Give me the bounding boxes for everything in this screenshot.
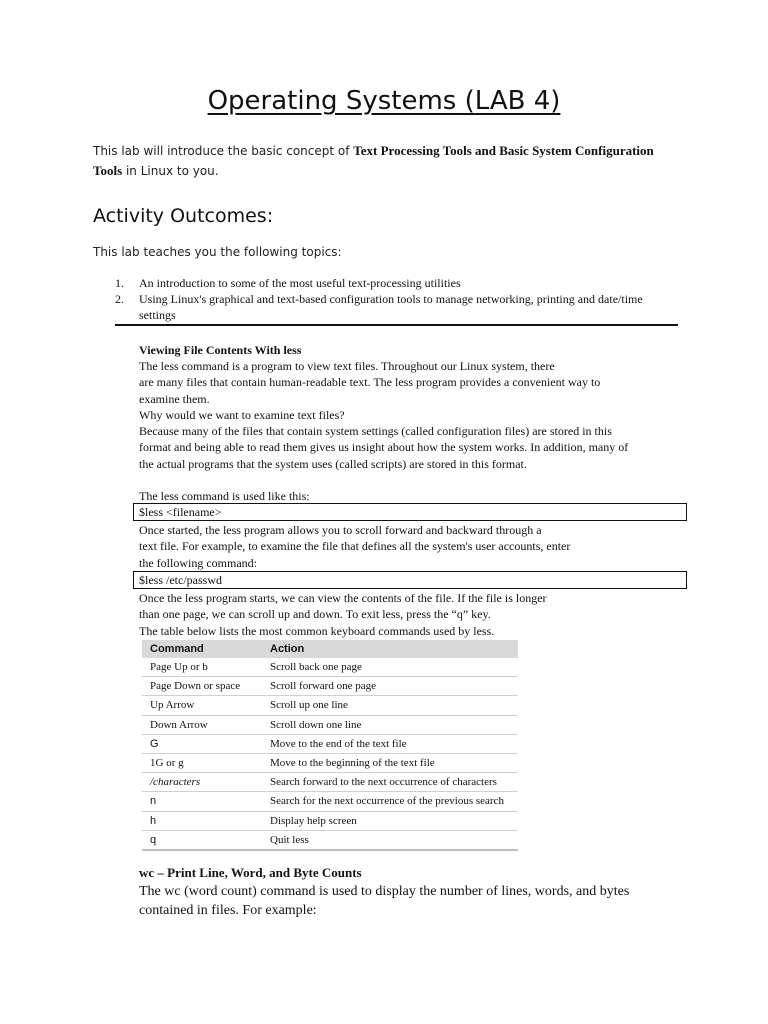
intro-tail: in Linux to you. bbox=[122, 164, 219, 178]
list-text: An introduction to some of the most useful text-processing utilities bbox=[139, 276, 461, 290]
action-cell: Scroll forward one page bbox=[262, 677, 518, 696]
text-line: are many files that contain human-readable text. The less program provides a convenient way to bbox=[139, 375, 601, 390]
column-header-command: Command bbox=[142, 640, 262, 658]
text-line: the following command: bbox=[139, 555, 257, 570]
text-line: The less command is a program to view text files. Throughout our Linux system, there bbox=[139, 359, 555, 373]
less-commands-table bbox=[142, 640, 518, 851]
action-cell: Scroll up one line bbox=[262, 696, 518, 715]
table-row bbox=[142, 715, 518, 734]
command-cell: /characters bbox=[142, 773, 262, 792]
outcomes-lead: This lab teaches you the following topics: bbox=[93, 245, 342, 259]
wc-paragraph bbox=[139, 882, 679, 920]
list-item bbox=[93, 291, 653, 323]
less-after-paragraph bbox=[139, 590, 699, 639]
text-line: Why would we want to examine text files? bbox=[139, 407, 345, 422]
table-row bbox=[142, 792, 518, 811]
command-cell: 1G or g bbox=[142, 753, 262, 772]
text-line: examine them. bbox=[139, 391, 210, 406]
text-line: the actual programs that the system uses (called scripts) are stored in this format. bbox=[139, 456, 527, 471]
table-row bbox=[142, 830, 518, 850]
command-cell: Up Arrow bbox=[142, 696, 262, 715]
less-example-paragraph bbox=[139, 522, 699, 571]
list-item bbox=[93, 275, 653, 291]
table-row bbox=[142, 696, 518, 715]
intro-bold-topic: Text Processing Tools and Basic System Configuration Tools bbox=[93, 143, 654, 178]
less-intro-paragraph bbox=[139, 358, 699, 472]
table-row bbox=[142, 734, 518, 753]
command-cell: Page Down or space bbox=[142, 677, 262, 696]
text-line: format and being able to read them gives us insight about how the system works. In addition, many of bbox=[139, 440, 629, 455]
action-cell: Search for the next occurrence of the previous search bbox=[262, 792, 518, 811]
command-box-less-filename: $less <filename> bbox=[133, 503, 687, 521]
command-cell: Page Up or b bbox=[142, 658, 262, 677]
text-line: Once started, the less program allows you to scroll forward and backward through a bbox=[139, 523, 542, 537]
section-divider bbox=[115, 324, 678, 326]
action-cell: Display help screen bbox=[262, 811, 518, 830]
command-cell: h bbox=[142, 811, 262, 830]
list-number: 2. bbox=[115, 292, 124, 306]
action-cell: Move to the end of the text file bbox=[262, 734, 518, 753]
less-usage-paragraph: The less command is used like this: bbox=[139, 489, 310, 503]
text-line: Because many of the files that contain system settings (called configuration files) are stored in this bbox=[139, 424, 612, 439]
table-row bbox=[142, 677, 518, 696]
text-line: Once the less program starts, we can view the contents of the file. If the file is longer bbox=[139, 591, 547, 605]
table-row bbox=[142, 773, 518, 792]
list-text: Using Linux's graphical and text-based configuration tools to manage networking, printing and date/time settings bbox=[139, 292, 643, 322]
table-row bbox=[142, 753, 518, 772]
table-header-row bbox=[142, 640, 518, 658]
command-cell: n bbox=[142, 792, 262, 811]
text-line: The table below lists the most common keyboard commands used by less. bbox=[139, 623, 495, 638]
intro-lead: This lab will introduce the basic concept of bbox=[93, 144, 354, 158]
text-line: text file. For example, to examine the file that defines all the system's user accounts, enter bbox=[139, 539, 571, 554]
action-cell: Scroll back one page bbox=[262, 658, 518, 677]
text-line: The wc (word count) command is used to display the number of lines, words, and bytes bbox=[139, 884, 630, 899]
section-title-less: Viewing File Contents With less bbox=[139, 343, 302, 357]
text-line: contained in files. For example: bbox=[139, 903, 317, 918]
command-box-less-passwd: $less /etc/passwd bbox=[133, 571, 687, 589]
text-line: than one page, we can scroll up and down. To exit less, press the “q” key. bbox=[139, 607, 491, 622]
command-cell: Down Arrow bbox=[142, 715, 262, 734]
action-cell: Scroll down one line bbox=[262, 715, 518, 734]
section-title-wc: wc – Print Line, Word, and Byte Counts bbox=[139, 865, 362, 880]
command-cell: q bbox=[142, 830, 262, 850]
list-number: 1. bbox=[115, 276, 124, 290]
table-row bbox=[142, 811, 518, 830]
activity-outcomes-heading: Activity Outcomes: bbox=[93, 205, 274, 227]
page-title: Operating Systems (LAB 4) bbox=[207, 86, 561, 116]
action-cell: Move to the beginning of the text file bbox=[262, 753, 518, 772]
intro-paragraph bbox=[93, 141, 683, 181]
outcomes-list bbox=[93, 275, 653, 323]
action-cell: Search forward to the next occurrence of characters bbox=[262, 773, 518, 792]
column-header-action: Action bbox=[262, 640, 518, 658]
action-cell: Quit less bbox=[262, 830, 518, 850]
table-row bbox=[142, 658, 518, 677]
command-cell: G bbox=[142, 734, 262, 753]
